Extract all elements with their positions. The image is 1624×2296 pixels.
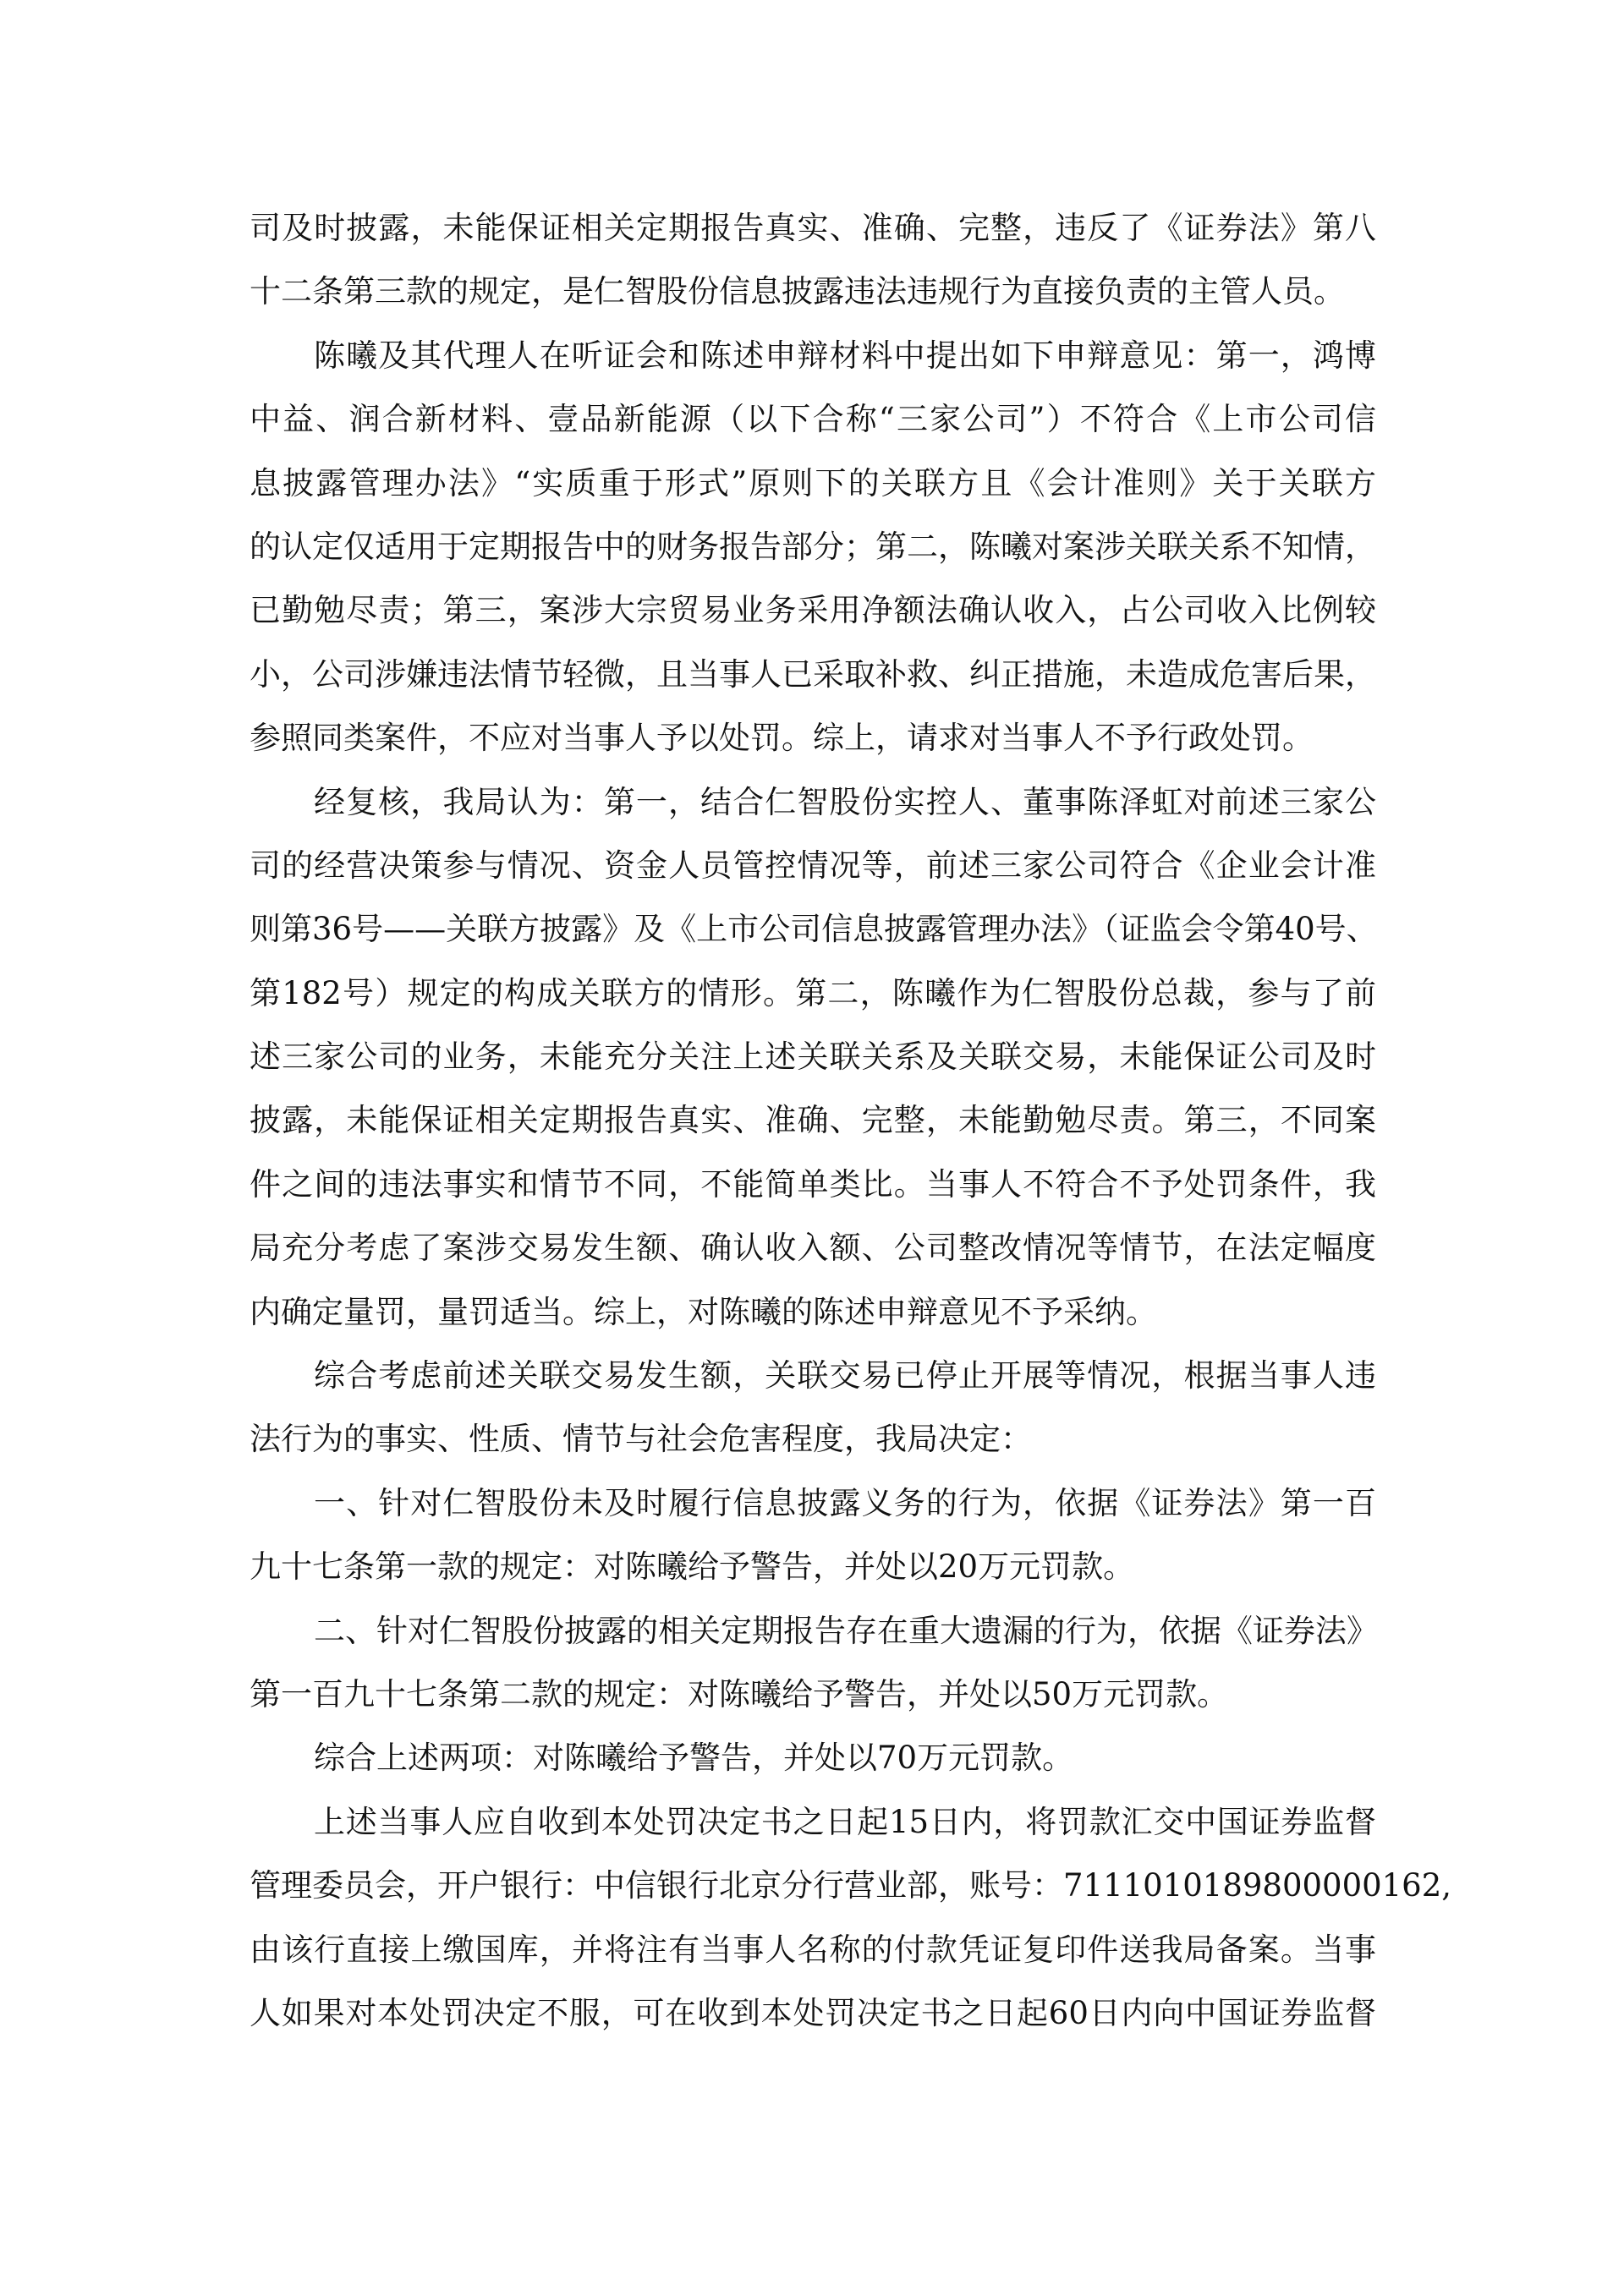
paragraph-defense-opinion (250, 324, 1376, 770)
text-line: 综合考虑前述关联交易发生额，关联交易已停止开展等情况，根据当事人违 (314, 1357, 1376, 1395)
text-line: 第一百九十七条第二款的规定：对陈曦给予警告，并处以50万元罚款。 (250, 1675, 1229, 1712)
text-line: 上述当事人应自收到本处罚决定书之日起15日内，将罚款汇交中国证券监督 (314, 1803, 1376, 1840)
text-line: 九十七条第一款的规定：对陈曦给予警告，并处以20万元罚款。 (250, 1548, 1135, 1586)
paragraph-penalty-two (250, 1599, 1376, 1727)
paragraph-review-findings (250, 770, 1376, 1345)
text-line: 一、针对仁智股份未及时履行信息披露义务的行为，依据《证券法》第一百 (314, 1484, 1376, 1521)
text-line: 十二条第三款的规定，是仁智股份信息披露违法违规行为直接负责的主管人员。 (250, 273, 1345, 310)
text-line: 已勤勉尽责；第三，案涉大宗贸易业务采用净额法确认收入，占公司收入比例较 (250, 592, 1376, 629)
text-line: 息披露管理办法》“实质重于形式”原则下的关联方且《会计准则》关于关联方 (250, 464, 1376, 501)
text-line: 经复核，我局认为：第一，结合仁智股份实控人、董事陈泽虹对前述三家公 (314, 783, 1376, 820)
paragraph-continuation (250, 196, 1376, 324)
paragraph-penalty-total (250, 1726, 1376, 1789)
document-body (250, 196, 1452, 2045)
text-line: 参照同类案件，不应对当事人予以处罚。综上，请求对当事人不予行政处罚。 (250, 720, 1314, 757)
text-line: 由该行直接上缴国库，并将注有当事人名称的付款凭证复印件送我局备案。当事 (250, 1931, 1376, 1968)
text-line: 内确定量罚，量罚适当。综上，对陈曦的陈述申辩意见不予采纳。 (250, 1293, 1157, 1330)
text-line: 司及时披露，未能保证相关定期报告真实、准确、完整，违反了《证券法》第八 (250, 210, 1376, 246)
text-line: 第182号）规定的构成关联方的情形。第二，陈曦作为仁智股份总裁，参与了前 (250, 974, 1376, 1011)
paragraph-payment-instructions (250, 1790, 1452, 2046)
paragraph-decision-intro (250, 1344, 1376, 1471)
text-line: 综合上述两项：对陈曦给予警告，并处以70万元罚款。 (314, 1740, 1074, 1777)
text-line: 陈曦及其代理人在听证会和陈述申辩材料中提出如下申辩意见：第一，鸿博 (314, 337, 1376, 374)
text-line: 司的经营决策参与情况、资金人员管控情况等，前述三家公司符合《企业会计准 (250, 847, 1376, 884)
text-line: 披露，未能保证相关定期报告真实、准确、完整，未能勤勉尽责。第三，不同案 (250, 1102, 1376, 1139)
text-line: 小，公司涉嫌违法情节轻微，且当事人已采取补救、纠正措施，未造成危害后果， (250, 655, 1376, 693)
text-line: 的认定仅适用于定期报告中的财务报告部分；第二，陈曦对案涉关联关系不知情， (250, 528, 1376, 565)
paragraph-penalty-one (250, 1471, 1376, 1599)
text-line: 件之间的违法事实和情节不同，不能简单类比。当事人不符合不予处罚条件，我 (250, 1165, 1376, 1203)
text-line: 中益、润合新材料、壹品新能源（以下合称“三家公司”）不符合《上市公司信 (250, 401, 1376, 438)
text-line: 则第36号——关联方披露》及《上市公司信息披露管理办法》（证监会令第40号、 (250, 911, 1378, 948)
text-line: 管理委员会，开户银行：中信银行北京分行营业部，账号：7111010189800000162, (250, 1867, 1452, 1904)
text-line: 述三家公司的业务，未能充分关注上述关联关系及关联交易，未能保证公司及时 (250, 1038, 1376, 1076)
text-line: 法行为的事实、性质、情节与社会危害程度，我局决定： (250, 1421, 1032, 1458)
text-line: 局充分考虑了案涉交易发生额、确认收入额、公司整改情况等情节，在法定幅度 (250, 1230, 1376, 1267)
text-line: 人如果对本处罚决定不服，可在收到本处罚决定书之日起60日内向中国证券监督 (250, 1994, 1376, 2031)
text-line: 二、针对仁智股份披露的相关定期报告存在重大遗漏的行为，依据《证券法》 (314, 1612, 1378, 1649)
